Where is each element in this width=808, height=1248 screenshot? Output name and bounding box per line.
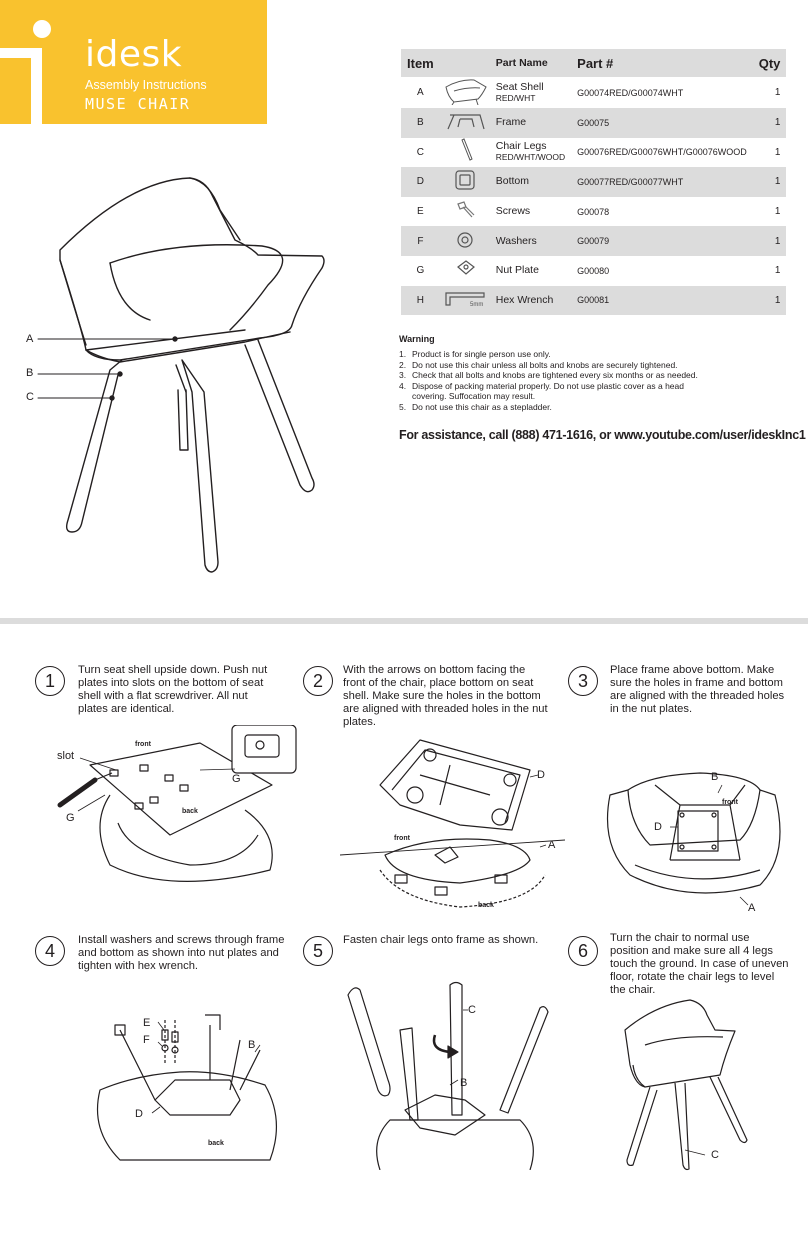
table-row — [401, 226, 786, 256]
row-qty: 1 — [774, 87, 781, 98]
row-qty: 1 — [753, 167, 787, 197]
step-4-label-e: E — [143, 1017, 151, 1029]
screw-icon — [440, 198, 490, 222]
step-5-number: 5 — [303, 936, 333, 966]
row-item: H — [401, 286, 440, 316]
step-5-label-b: B — [460, 1077, 468, 1089]
brand-logo: idesk — [85, 34, 183, 75]
step-3-label-front: front — [722, 799, 738, 806]
overview-label-a: A — [26, 333, 34, 345]
step-4-number: 4 — [35, 936, 65, 966]
row-part-number: G00081 — [571, 286, 753, 316]
step-4-label-d: D — [135, 1108, 143, 1120]
header-part-number: Part # — [571, 49, 753, 77]
section-divider — [0, 618, 808, 624]
row-qty: 1 — [774, 146, 781, 158]
step-1-label-slot: slot — [57, 750, 75, 762]
row-variant: RED/WHT — [495, 92, 536, 103]
header-part-name: Part Name — [490, 49, 571, 77]
step-3-label-a: A — [748, 902, 756, 914]
step-5-label-c: C — [468, 1004, 476, 1016]
row-qty: 1 — [753, 108, 787, 138]
step-6-number: 6 — [568, 936, 598, 966]
table-row — [401, 138, 786, 168]
table-row — [401, 256, 786, 286]
step-3-label-b: B — [711, 771, 719, 783]
step-6-label-c: C — [711, 1149, 719, 1161]
overview-label-c: C — [26, 391, 34, 403]
row-part-number: G00076RED/G00076WHT/G00076WOOD — [577, 147, 747, 158]
parts-table-header — [401, 49, 786, 77]
row-name: Screws — [495, 205, 531, 218]
row-item: G — [416, 265, 425, 277]
step-2-label-front: front — [394, 835, 410, 842]
hex-wrench-icon — [440, 287, 490, 311]
row-part-number: G00079 — [571, 226, 753, 256]
row-qty: 1 — [753, 286, 787, 316]
warning-item: 1. Product is for single person use only. — [399, 349, 551, 359]
table-row — [401, 286, 786, 316]
step-2-label-d: D — [537, 769, 545, 781]
row-item: D — [401, 167, 440, 197]
step-1-label-g-right: G — [232, 773, 241, 785]
step-3-illustration — [600, 765, 800, 915]
table-row — [401, 197, 786, 227]
row-item: A — [417, 87, 424, 98]
warning-title: Warning — [399, 334, 435, 344]
row-part-number: G00078 — [577, 206, 610, 217]
warning-item: 2. Do not use this chair unless all bolts and knobs are securely tightened. — [399, 359, 678, 370]
step-3-label-d: D — [654, 821, 662, 833]
row-name: Washers — [495, 234, 537, 247]
step-3-number: 3 — [568, 666, 598, 696]
row-name: Hex Wrench — [495, 293, 554, 306]
row-part-number: G00075 — [571, 108, 753, 138]
overview-label-b: B — [26, 367, 34, 379]
chair-overview-illustration — [0, 160, 340, 580]
step-4-text: Install washers and screws through frame and bottom as shown into nut plates and tighten with hex wrench. — [78, 934, 285, 972]
table-row — [401, 108, 786, 138]
row-name: Nut Plate — [495, 264, 539, 277]
row-part-number: G00077RED/G00077WHT — [571, 167, 753, 197]
step-4-illustration — [80, 1010, 290, 1170]
row-qty: 1 — [774, 206, 781, 218]
header-item: Item — [401, 49, 440, 77]
row-part-number: G00074RED/G00074WHT — [577, 87, 684, 98]
step-2-number: 2 — [303, 666, 333, 696]
warning-item: 3. Check that all bolts and knobs are tightened every six months or as needed. — [399, 370, 698, 381]
warning-item: 4. Dispose of packing material properly. Do not use plastic cover as a head covering. Suffocation may result. — [399, 380, 684, 402]
row-name: Seat Shell — [495, 80, 544, 93]
row-item: F — [401, 226, 440, 256]
step-4-label-b: B — [248, 1039, 256, 1051]
bottom-icon — [440, 168, 490, 192]
step-1-label-front: front — [135, 741, 151, 748]
step-1-illustration — [50, 725, 300, 890]
step-2-illustration — [340, 735, 565, 915]
row-name: Bottom — [495, 175, 529, 188]
step-6-illustration — [615, 995, 785, 1175]
row-name: Chair Legs — [495, 140, 547, 153]
step-5-text: Fasten chair legs onto frame as shown. — [343, 934, 539, 946]
row-item: B — [401, 108, 440, 138]
step-5-illustration — [340, 980, 560, 1170]
table-row — [401, 167, 786, 197]
header-image — [440, 49, 490, 77]
product-name: MUSE CHAIR — [85, 95, 191, 113]
seat-shell-icon — [440, 77, 490, 105]
parts-table — [401, 49, 786, 315]
row-item: C — [416, 146, 424, 158]
step-1-label-back: back — [182, 808, 198, 815]
step-2-label-back: back — [478, 902, 494, 909]
row-variant: RED/WHT/WOOD — [495, 152, 566, 163]
warning-item: 5. Do not use this chair as a stepladder. — [399, 401, 552, 412]
warning-list — [399, 349, 719, 413]
step-3-text: Place frame above bottom. Make sure the holes in frame and bottom are aligned with the threaded holes in the nut plates. — [610, 664, 785, 715]
step-1-number: 1 — [35, 666, 65, 696]
assistance-contact: For assistance, call (888) 471-1616, or www.youtube.com/user/ideskInc1 — [399, 428, 806, 442]
step-6-text: Turn the chair to normal use position and make sure all 4 legs touch the ground. In case of uneven floor, rotate the chair legs to level the chair. — [610, 932, 789, 996]
washer-icon — [440, 228, 490, 252]
step-1-label-g-left: G — [66, 812, 75, 824]
step-2-text: With the arrows on bottom facing the front of the chair, place bottom on seat shell. Make sure the holes in the bottom are aligned with threaded holes in the nut plates. — [343, 664, 548, 728]
row-part-number: G00080 — [577, 265, 610, 276]
nut-plate-icon — [440, 257, 490, 281]
brand-mark-icon — [0, 0, 60, 124]
step-4-label-f: F — [143, 1034, 150, 1046]
row-qty: 1 — [753, 226, 787, 256]
row-qty: 1 — [774, 265, 781, 277]
step-4-label-back: back — [208, 1140, 224, 1147]
chair-leg-icon — [440, 138, 490, 164]
step-2-label-a: A — [548, 839, 556, 851]
hex-wrench-size: 5mm — [469, 301, 484, 308]
row-name: Frame — [495, 116, 527, 129]
table-row — [401, 77, 786, 108]
step-1-text: Turn seat shell upside down. Push nut plates into slots on the bottom of seat shell with a flat screwdriver. All nut plates are identical. — [78, 664, 268, 715]
row-item: E — [417, 206, 424, 218]
document-subtitle: Assembly Instructions — [85, 78, 207, 92]
header-qty: Qty — [753, 49, 787, 77]
frame-icon — [440, 109, 490, 133]
